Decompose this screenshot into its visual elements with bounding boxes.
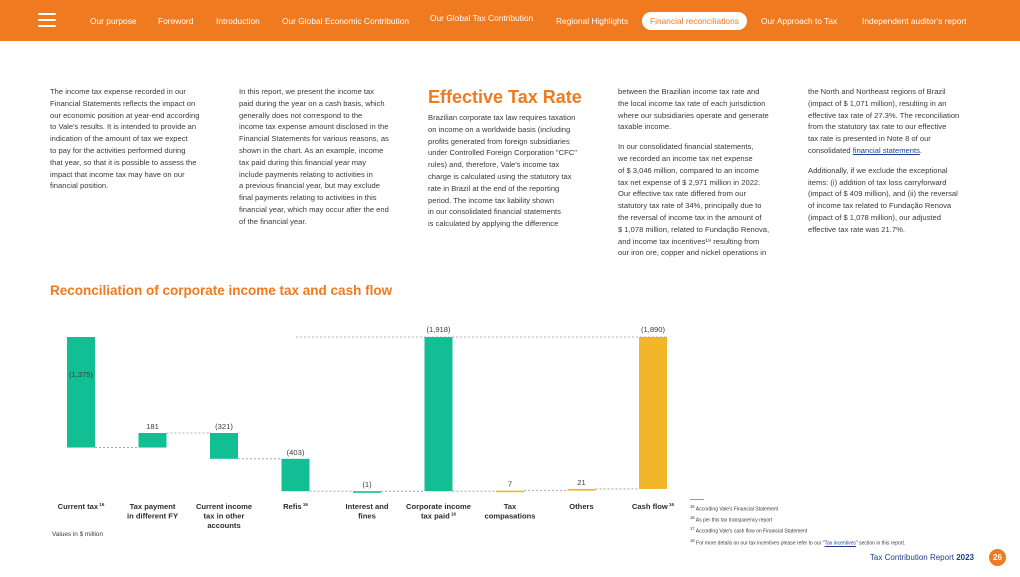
col3-paragraph: Brazilian corporate tax law requires taxation on income on a worldwide basis (including profits generated from foreign subsidiaries under Controlled Foreign Corporation "CFC" rules) and, therefore, Vale's income tax charge is calculated using the statutory tax rate in Brazil at the end of the reporting period. The income tax liability shown in our consolidated financial statements is calculated by applying the difference xyxy=(428,113,577,229)
nav-financial-reconciliations[interactable]: Financial reconciliations xyxy=(642,12,747,30)
col2-paragraph: In this report, we present the income tax paid during the year on a cash basis, which generally does not correspond to the income tax expense amount disclosed in the Financial Statements for various reasons, as shown in the chart. As an example, income tax paid during this financial year may include payments relating to activities in a previous financial year, but may exclude final payments relating to activities in this financial year, which may occur after the end of the financial year. xyxy=(239,87,389,226)
text-column-3 xyxy=(428,86,606,238)
chart-section-title: Reconciliation of corporate income tax and cash flow xyxy=(50,283,393,298)
value-label-4: (1) xyxy=(362,480,372,490)
nav-independent-auditors-report[interactable]: Independent auditor's report xyxy=(862,16,967,26)
effective-tax-rate-heading: Effective Tax Rate xyxy=(428,87,582,107)
col5-paragraph-1 xyxy=(808,86,988,157)
value-label-3: (403) xyxy=(286,447,305,457)
report-footer-title xyxy=(870,553,974,562)
bar-0 xyxy=(67,337,95,448)
category-label-2: Current income xyxy=(195,502,253,511)
text-column-4 xyxy=(618,86,798,267)
tax-incentives-link[interactable]: Tax incentives xyxy=(824,540,856,547)
value-label-6: 7 xyxy=(507,479,513,489)
value-label-2: (321) xyxy=(215,421,233,431)
report-year: 2023 xyxy=(956,553,974,562)
value-label-5: (1,918) xyxy=(426,325,451,334)
text-column-1 xyxy=(50,86,225,200)
category-label-6: Tax xyxy=(503,502,517,511)
values-unit-note: Values in $ million xyxy=(52,531,104,538)
nav-global-economic-contribution[interactable]: Our Global Economic Contribution xyxy=(282,16,410,26)
bar-5 xyxy=(425,337,453,491)
value-label-8: (1,890) xyxy=(640,325,666,334)
col5-paragraph-1-end: . xyxy=(919,145,923,155)
footnote-16b: $^{16}$ As per this tax transparency report xyxy=(690,515,773,524)
page-number-badge: 26 xyxy=(989,549,1006,566)
text-column-2 xyxy=(239,86,417,236)
footnote-17: $^{17}$ According Vale's cash flow on Financial Statement xyxy=(690,526,808,535)
footnote-16b-text: As per this tax transparency report xyxy=(695,517,773,524)
nav-our-purpose[interactable]: Our purpose xyxy=(90,16,137,26)
footnote-divider xyxy=(690,499,704,500)
col4-paragraph-1: between the Brazilian income tax rate and the local income tax rate of each jurisdiction where our subsidiaries operate and generate taxable income. xyxy=(618,87,769,132)
category-label-6: compasations xyxy=(484,511,536,521)
nav-approach-to-tax[interactable]: Our Approach to Tax xyxy=(761,16,838,26)
col4-paragraph-2: In our consolidated financial statements, we recorded an income tax net expense of $ 3,046 million, compared to an income tax net expense of $ 2,971 million in 2022. Our effective tax rate differed from our statutory tax rate of 34%, principally due to the reversal of income tax in the amount of $ 1,078 million, related to Fundação Renova, and income tax incentives¹⁹ resulting from our iron ore, copper and nickel operations in xyxy=(618,142,770,258)
nav-introduction[interactable]: Introduction xyxy=(216,16,260,26)
category-label-4: fines xyxy=(358,511,376,521)
chart-footnotes xyxy=(690,503,905,548)
category-label-5: Corporate income xyxy=(406,502,471,511)
col1-paragraph: The income tax expense recorded in our Financial Statements reflects the impact on our economic position at year-end according to Vale's results. It is intended to provide an indication of the amount of tax we expect to pay for the activities performed during that year, so that it is possible to assess the impact that income tax may have on our financial position. xyxy=(50,87,200,191)
text-column-5 xyxy=(808,86,988,244)
menu-icon[interactable] xyxy=(38,13,56,27)
report-title: Tax Contribution Report xyxy=(869,553,954,562)
category-label-1: Tax payment xyxy=(129,502,176,511)
category-label-7: Others xyxy=(569,502,594,511)
footnote-17-text: According Vale's cash flow on Financial Statement xyxy=(695,528,808,535)
nav-foreword[interactable]: Foreword xyxy=(158,16,194,26)
category-label-1: in different FY xyxy=(126,511,179,521)
bar-4 xyxy=(353,491,381,493)
bar-3 xyxy=(282,459,310,491)
category-label-4: Interest and xyxy=(345,502,389,511)
top-nav-bar xyxy=(0,0,1020,41)
nav-regional-highlights[interactable]: Regional Highlights xyxy=(556,16,629,26)
category-label-8: Cash flow $^{16}$ xyxy=(631,502,675,511)
category-label-5: tax paid $^{16}$ xyxy=(421,511,456,521)
bar-2 xyxy=(210,433,238,459)
value-label-1: 181 xyxy=(146,421,159,431)
footnote-16a: $^{16}$ According Vale's Financial Statement xyxy=(690,504,779,513)
financial-statements-link[interactable]: financial statements xyxy=(852,145,920,155)
category-label-2: accounts xyxy=(207,520,241,530)
bar-1 xyxy=(139,433,167,448)
value-label-7: 21 xyxy=(577,477,586,487)
footnote-18-post: " section in this report. xyxy=(855,540,906,547)
footnote-16a-text: According Vale's Financial Statement xyxy=(695,506,779,513)
nav-global-tax-contribution[interactable]: Our Global Tax Contribution xyxy=(430,13,534,23)
category-label-2: tax in other xyxy=(203,511,245,521)
category-label-3: Refis $^{16}$ xyxy=(283,502,308,511)
footnote-18-pre: For more details on our tax incentives please refer to our " xyxy=(696,540,825,547)
footnote-18: $^{18}$ For more details on our tax incentives please refer to our "Tax incentives" section in this report. xyxy=(690,538,906,547)
bar-8 xyxy=(639,337,667,489)
col5-paragraph-1-text: the North and Northeast regions of Brazil (impact of $ 1,071 million), resulting in an effective tax rate of 27.3%. The reconciliation from the statutory tax rate to our effective tax rate is presented in Note 8 of our consolidated xyxy=(808,87,960,155)
value-label-0: (1,375) xyxy=(68,370,94,379)
category-label-0: Current tax $^{16}$ xyxy=(57,502,105,511)
col5-paragraph-2: Additionally, if we exclude the exceptional items: (i) addition of tax loss carryforward (impact of $ 409 million), and (ii) the reversal of income tax related to Fundação Renova (impact of $ 1,078 million), our adjusted effective tax rate was 21.7%. xyxy=(808,165,958,234)
bar-7 xyxy=(568,489,596,491)
bar-6 xyxy=(496,491,524,493)
